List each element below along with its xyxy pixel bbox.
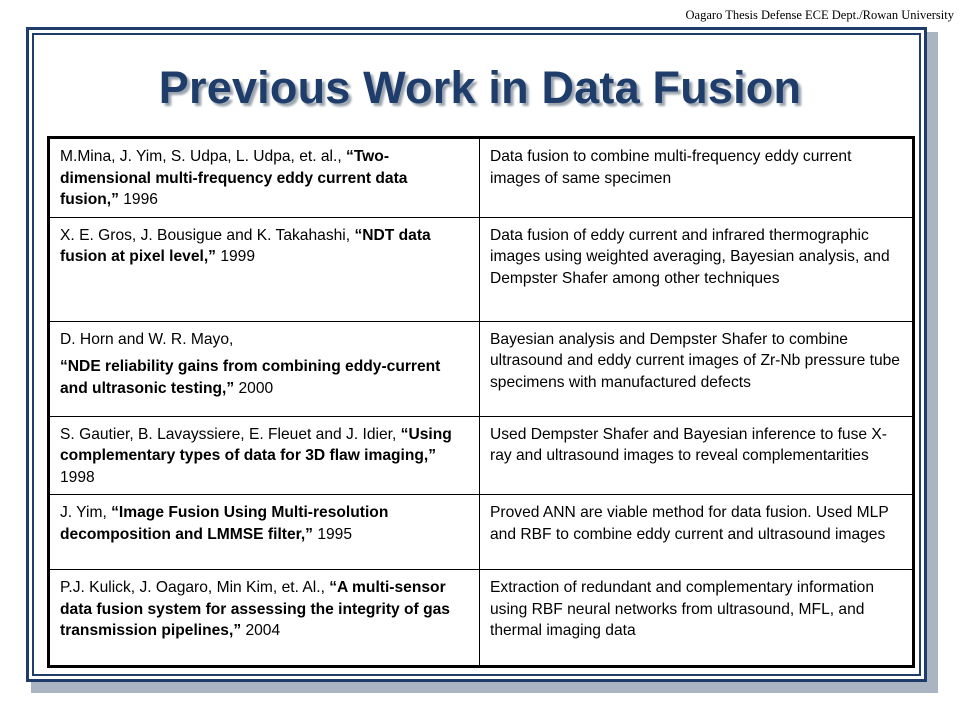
- citation-title: “Image Fusion Using Multi-resolution decomposition and LMMSE filter,”: [60, 504, 389, 543]
- citation-year: 1998: [60, 468, 95, 486]
- slide-title: Previous Work in Data Fusion: [158, 62, 802, 113]
- citation-authors: S. Gautier, B. Lavayssiere, E. Fleuet and J. Idier,: [60, 425, 401, 443]
- table-row: [49, 217, 914, 321]
- citation-title: “NDT data fusion at pixel level,”: [60, 226, 431, 265]
- description-cell: Proved ANN are viable method for data fusion. Used MLP and RBF to combine eddy current and ultrasound images: [480, 495, 914, 570]
- citation-year: 1995: [312, 525, 353, 543]
- description-cell: Data fusion of eddy current and infrared thermographic images using weighted averaging, Bayesian analysis, and Dempster Shafer among other techniques: [480, 217, 914, 321]
- table-row: [49, 570, 914, 667]
- citation-authors: D. Horn and W. R. Mayo,: [60, 330, 234, 348]
- citation-year: 2000: [234, 379, 274, 397]
- citation-year: 2004: [241, 622, 281, 639]
- citation-authors: P.J. Kulick, J. Oagaro, Min Kim, et. Al.,: [60, 579, 330, 596]
- description-cell: Extraction of redundant and complementary information using RBF neural networks from ultrasound, MFL, and thermal imaging data: [480, 570, 914, 667]
- citation-cell: [49, 570, 480, 667]
- citation-cell: [49, 321, 480, 416]
- table-row: [49, 321, 914, 416]
- description-cell: Used Dempster Shafer and Bayesian inference to fuse X-ray and ultrasound images to reveal complementarities: [480, 416, 914, 495]
- description-cell: Data fusion to combine multi-frequency eddy current images of same specimen: [480, 138, 914, 218]
- citation-year: 1996: [118, 191, 158, 208]
- header-note: Oagaro Thesis Defense ECE Dept./Rowan University: [685, 8, 954, 22]
- citation-title: “NDE reliability gains from combining eddy-current and ultrasonic testing,”: [60, 358, 441, 397]
- citation-year: 1999: [215, 248, 256, 265]
- citation-cell: [49, 138, 480, 218]
- description-cell: Bayesian analysis and Dempster Shafer to combine ultrasound and eddy current images of Zr-Nb pressure tube specimens with manufactured defects: [480, 321, 914, 416]
- citation-title: “Two-dimensional multi-frequency eddy current data fusion,”: [60, 148, 408, 208]
- table-row: [49, 495, 914, 570]
- citation-cell: [49, 217, 480, 321]
- citation-cell: [49, 495, 480, 570]
- citation-authors: X. E. Gros, J. Bousigue and K. Takahashi,: [60, 226, 355, 244]
- references-table: [47, 136, 915, 668]
- citation-cell: [49, 416, 480, 495]
- citation-title: “A multi-sensor data fusion system for assessing the integrity of gas transmission pipelines,”: [60, 579, 450, 639]
- table-row: [49, 138, 914, 218]
- citation-authors: M.Mina, J. Yim, S. Udpa, L. Udpa, et. al.,: [60, 148, 347, 165]
- citation-title: “Using complementary types of data for 3D flaw imaging,”: [60, 425, 452, 464]
- citation-authors: J. Yim,: [60, 504, 112, 521]
- table-row: [49, 416, 914, 495]
